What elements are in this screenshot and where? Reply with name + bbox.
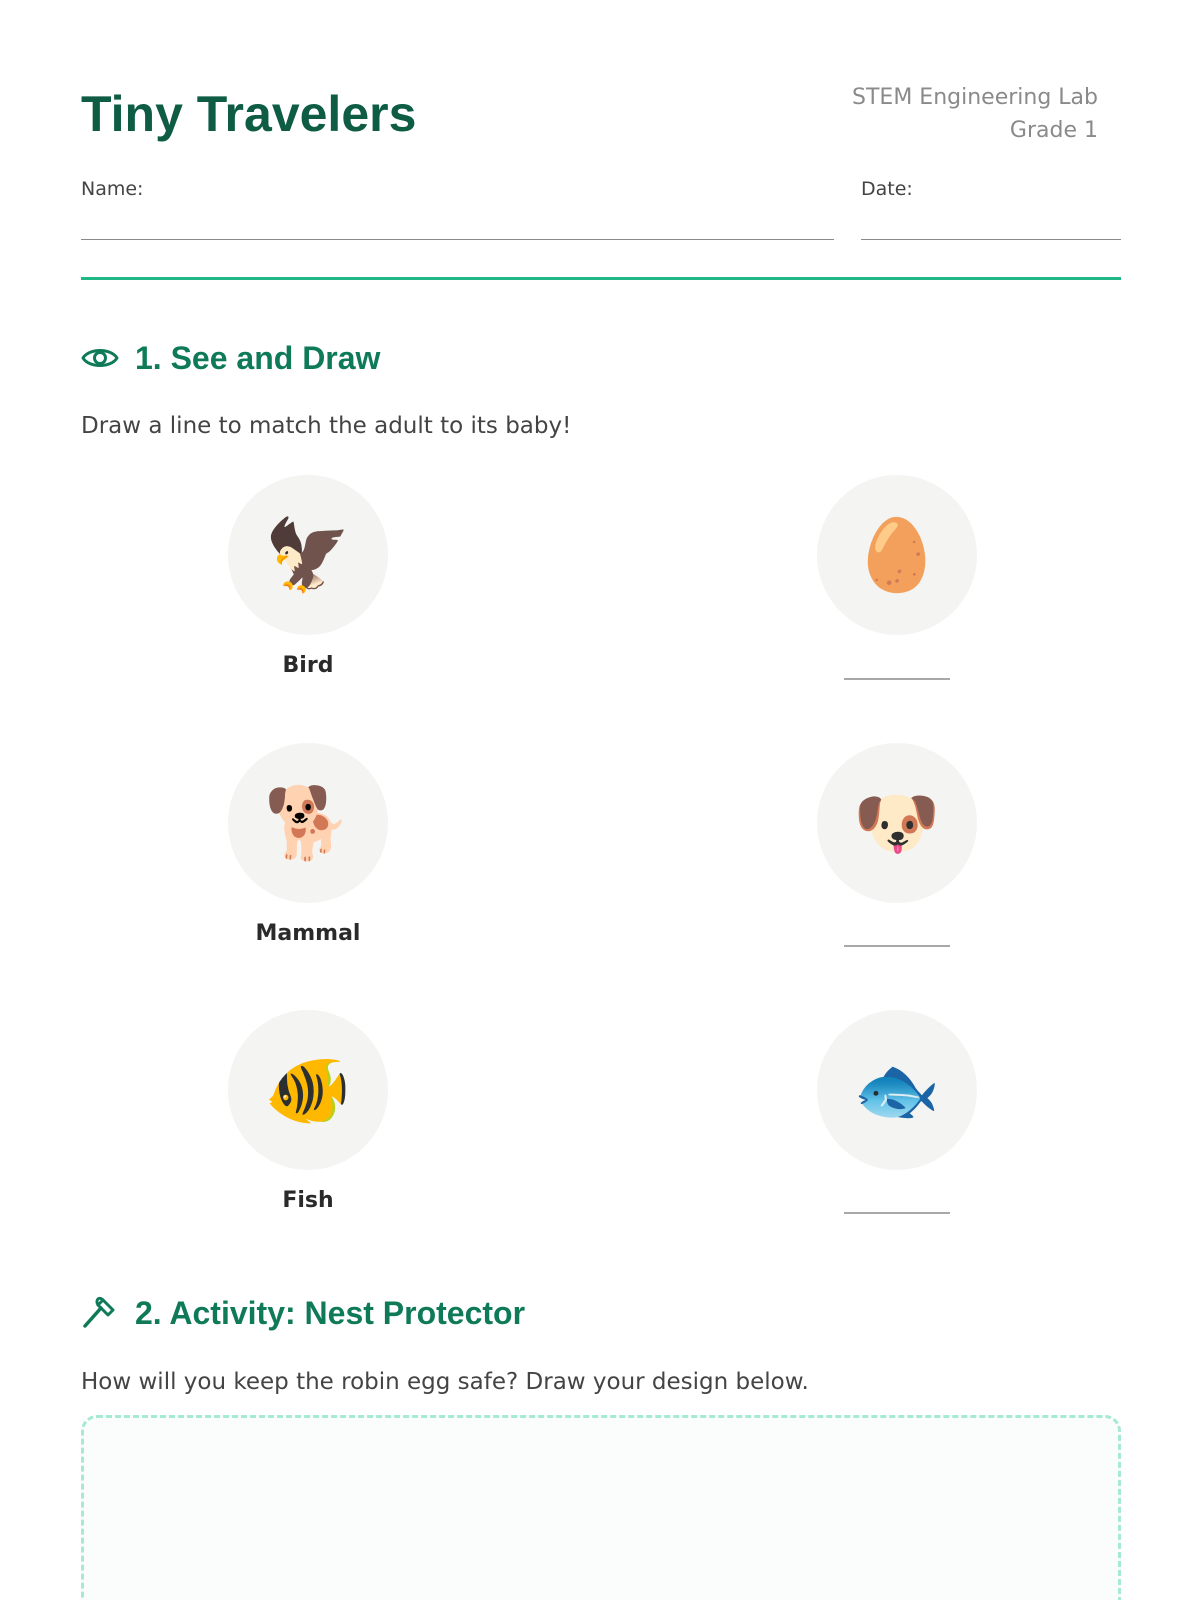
answer-blank[interactable]: [844, 1212, 950, 1214]
baby-image: 🥚: [853, 514, 941, 596]
section-1-title: 1. See and Draw: [135, 339, 381, 376]
baby-image: 🐟: [853, 1049, 941, 1131]
adult-label-mammal: Mammal: [255, 921, 361, 946]
section-see-and-draw-heading: [81, 339, 380, 377]
name-line: [81, 239, 834, 240]
worksheet-title: Tiny Travelers: [81, 86, 417, 142]
adult-image: 🐕: [264, 782, 352, 864]
section-nest-protector-heading: [81, 1294, 525, 1332]
section-2-instruction: How will you keep the robin egg safe? Draw your design below.: [81, 1369, 809, 1395]
dog-icon: [228, 743, 388, 903]
worksheet-header: [81, 80, 1098, 150]
date-line: [861, 239, 1121, 240]
answer-blank[interactable]: [844, 678, 950, 680]
adult-label-bird: Bird: [282, 653, 334, 678]
tropical-fish-icon: [228, 1010, 388, 1170]
name-label: Name:: [81, 178, 144, 200]
adult-image: 🦅: [264, 514, 352, 596]
design-drawing-area[interactable]: [81, 1415, 1121, 1600]
name-field[interactable]: [81, 175, 834, 203]
eagle-icon: [228, 475, 388, 635]
eye-icon: [81, 339, 119, 377]
egg-icon[interactable]: [817, 475, 977, 635]
hammer-icon: [81, 1294, 119, 1332]
grade-label: Grade 1: [1009, 118, 1098, 143]
header-meta: [852, 81, 1098, 147]
section-2-title: 2. Activity: Nest Protector: [135, 1294, 526, 1331]
date-field[interactable]: [861, 175, 1121, 203]
adult-label-fish: Fish: [282, 1188, 334, 1213]
section-1-instruction: Draw a line to match the adult to its baby!: [81, 413, 572, 439]
fish-icon[interactable]: [817, 1010, 977, 1170]
lab-name: STEM Engineering Lab: [852, 85, 1098, 110]
answer-blank[interactable]: [844, 945, 950, 947]
header-divider: [81, 277, 1121, 280]
baby-image: 🐶: [853, 782, 941, 864]
adult-image: 🐠: [264, 1049, 352, 1131]
puppy-face-icon[interactable]: [817, 743, 977, 903]
date-label: Date:: [861, 178, 913, 200]
